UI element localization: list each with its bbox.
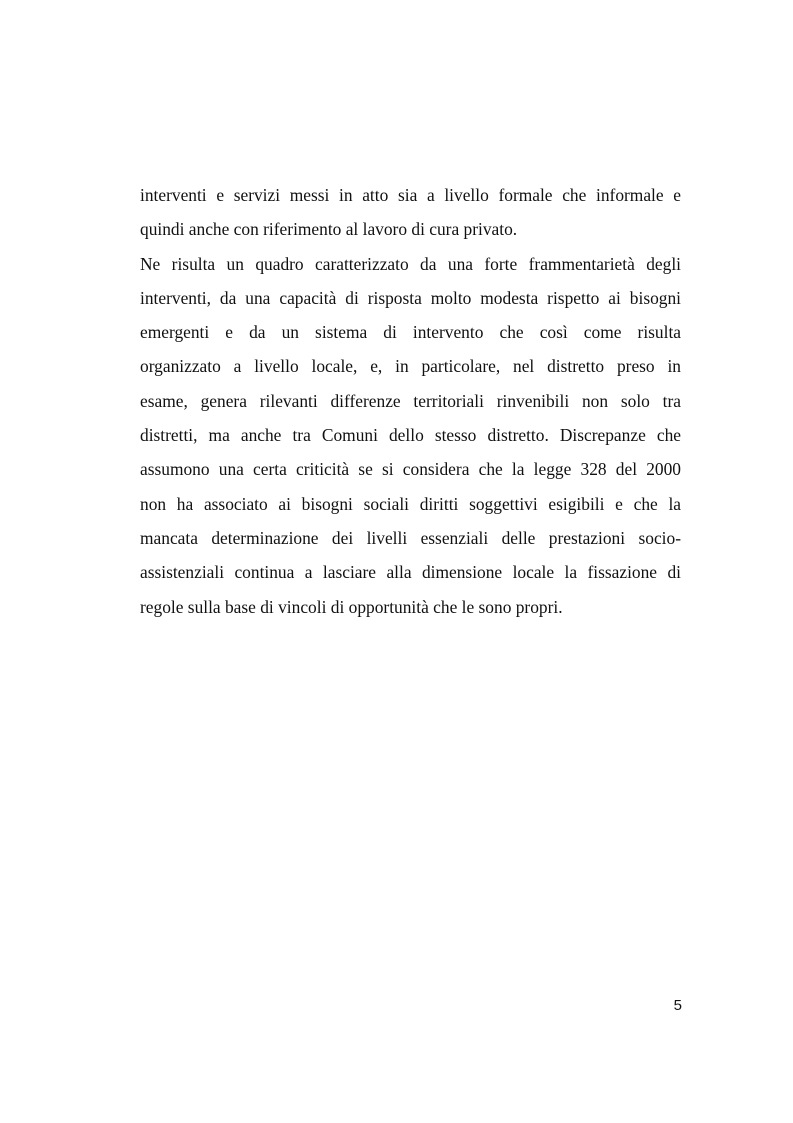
page-number: 5 [673,997,682,1014]
text-line: interventi e servizi messi in atto sia a livello formale che informale e [140,185,681,205]
text-line: Ne risulta un quadro caratterizzato da una forte frammentarietà degli [140,253,681,274]
text-line: assumono una certa criticità se si considera che la legge 328 del 2000 [140,459,681,480]
body-text [140,178,681,624]
text-line: interventi, da una capacità di risposta molto modesta rispetto ai bisogni [140,287,681,308]
text-line: regole sulla base di vincoli di opportunità che le sono propri. [140,596,563,617]
text-line: organizzato a livello locale, e, in particolare, nel distretto preso in [140,356,681,377]
text-line: esame, genera rilevanti differenze territoriali rinvenibili non solo tra [140,390,681,411]
text-line: emergenti e da un sistema di intervento che così come risulta [140,322,681,343]
text-line: non ha associato ai bisogni sociali diritti soggettivi esigibili e che la [140,493,681,514]
text-line: distretti, ma anche tra Comuni dello stesso distretto. Discrepanze che [140,425,681,446]
text-line: mancata determinazione dei livelli essenziali delle prestazioni socio- [140,527,681,548]
text-line: quindi anche con riferimento al lavoro di cura privato. [140,219,518,240]
text-line: assistenziali continua a lasciare alla dimensione locale la fissazione di [140,562,681,583]
